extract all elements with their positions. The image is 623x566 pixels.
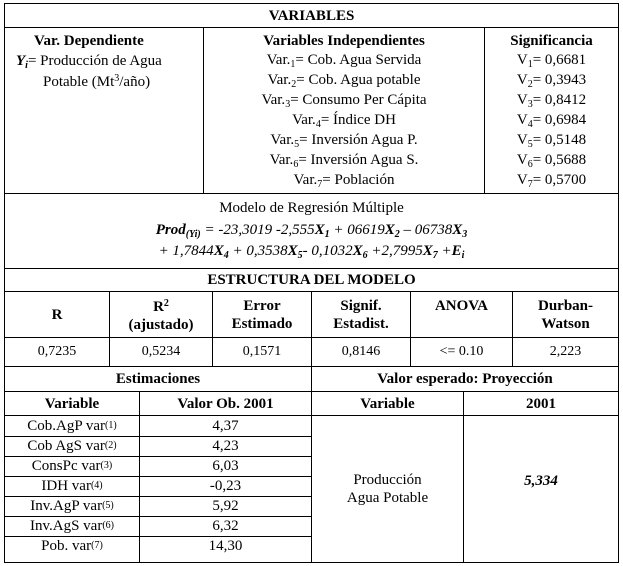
significance-value: $V_1= 0,6681$ bbox=[516, 52, 587, 70]
estimation-variable: Inv.AgP var (5) bbox=[30, 498, 114, 514]
structure-title: ESTRUCTURA DEL MODELO bbox=[207, 272, 416, 288]
significance-value: $V_4= 0,6984$ bbox=[516, 112, 587, 130]
dependent-line2: Potable (Mt$^3$/año) bbox=[43, 73, 151, 90]
estimations-title: Estimaciones bbox=[115, 371, 201, 387]
divider bbox=[5, 193, 618, 194]
estimation-variable: Inv.AgS var (6) bbox=[29, 518, 115, 534]
significance-value: $V_7= 0,5700$ bbox=[516, 172, 587, 190]
projection-variable: Producción Agua Potable bbox=[346, 472, 429, 506]
projection-title: Valor esperado: Proyección bbox=[377, 371, 553, 387]
estimation-value: 14,30 bbox=[208, 538, 243, 554]
projection-col-year: 2001 bbox=[526, 395, 556, 412]
independent-variable: $Var._1=$ Cob. Agua Servida bbox=[266, 52, 422, 70]
estimation-variable: Cob AgS var (2) bbox=[27, 438, 117, 454]
estimation-variable: ConsPc var (3) bbox=[31, 458, 113, 474]
value-durbin-watson: 2,223 bbox=[549, 344, 582, 359]
value-error: 0,1571 bbox=[242, 344, 282, 359]
projection-value: 5,334 bbox=[524, 473, 558, 489]
independent-variable: $Var._6=$ Inversión Agua S. bbox=[269, 152, 419, 170]
estimation-variable: IDH var (4) bbox=[41, 478, 103, 494]
estimation-value: 5,92 bbox=[212, 498, 239, 514]
model-equation-line1: Prod$_{(Yi)}$ = -23,3019 $-2,555X_1 + 06619X_2 - 06738X_3$ bbox=[155, 222, 468, 240]
independent-variable: $Var._3=$ Consumo Per Cápita bbox=[261, 92, 427, 110]
significance-value: $V_6= 0,5688$ bbox=[516, 152, 587, 170]
significance-value: $V_3= 0,8412$ bbox=[516, 92, 587, 110]
header-error: Error Estimado bbox=[231, 297, 293, 332]
estimation-value: 4,37 bbox=[212, 418, 239, 434]
significance-header: Significancia bbox=[510, 33, 593, 49]
value-r: 0,7235 bbox=[37, 344, 77, 359]
variables-title: VARIABLES bbox=[268, 8, 355, 24]
model-title: Modelo de Regresión Múltiple bbox=[219, 200, 404, 216]
independent-header: Variables Independientes bbox=[263, 33, 425, 49]
independent-variable: $Var._4=$ Índice DH bbox=[292, 112, 396, 130]
projection-col-variable: Variable bbox=[360, 395, 415, 412]
divider bbox=[5, 27, 618, 28]
significance-value: $V_2= 0,3943$ bbox=[516, 72, 587, 90]
model-equation-line2: + $1,7844X_4 + 0,3538X_5-$ $0,1032X_6 +2,7995X_7 +E_i$ bbox=[158, 243, 465, 261]
header-signif: Signif. Estadist. bbox=[333, 297, 389, 332]
estimations-col-value: Valor Ob. 2001 bbox=[177, 395, 274, 412]
estimation-variable: Pob. var (7) bbox=[41, 538, 103, 554]
header-anova: ANOVA bbox=[434, 298, 489, 314]
estimation-value: 4,23 bbox=[212, 438, 239, 454]
value-r2: 0,5234 bbox=[141, 344, 181, 359]
value-signif: 0,8146 bbox=[341, 344, 381, 359]
value-anova: <= 0.10 bbox=[439, 344, 484, 359]
header-r2: $R^2$ (ajustado) bbox=[128, 298, 194, 333]
header-durbin-watson: Durban- Watson bbox=[537, 297, 593, 332]
estimations-col-variable: Variable bbox=[44, 395, 100, 412]
independent-variable: $Var._2=$ Cob. Agua potable bbox=[267, 72, 421, 90]
header-r: R bbox=[51, 306, 63, 323]
estimation-value: 6,32 bbox=[212, 518, 239, 534]
dependent-line1: $Y_i=$ Producción de Agua bbox=[16, 53, 162, 71]
independent-variable: $Var._5=$ Inversión Agua P. bbox=[270, 132, 418, 150]
independent-variable: $Var._7=$ Población bbox=[293, 172, 395, 190]
estimation-value: 6,03 bbox=[212, 458, 239, 474]
dependent-header: Var. Dependiente bbox=[34, 33, 144, 49]
significance-value: $V_5= 0,5148$ bbox=[516, 132, 587, 150]
estimation-value: -0,23 bbox=[209, 478, 242, 494]
estimation-variable: Cob.AgP var (1) bbox=[27, 418, 117, 434]
